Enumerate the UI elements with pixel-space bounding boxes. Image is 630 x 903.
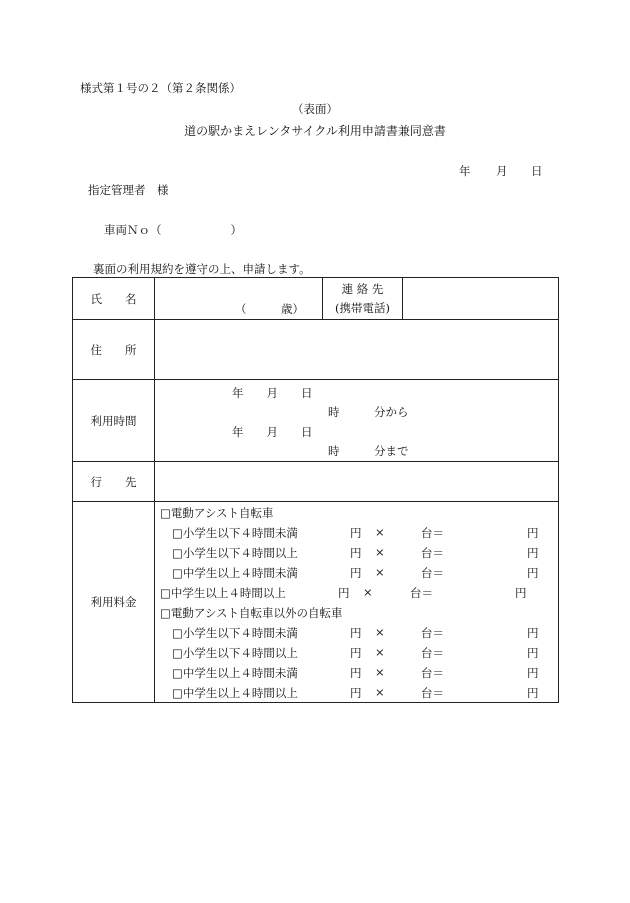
contact-label-line-2: (携帯電話) bbox=[335, 301, 390, 315]
fee-item-times: × bbox=[375, 625, 385, 639]
fee-item-units: 台＝ bbox=[421, 546, 444, 560]
end-time-text: 時 分まで bbox=[328, 444, 409, 458]
fee-item-units: 台＝ bbox=[421, 686, 444, 700]
fee-item-label[interactable]: □中学生以上４時間未満 bbox=[172, 666, 298, 680]
fee-item-label[interactable]: □小学生以下４時間以上 bbox=[172, 546, 298, 560]
fee-item-units: 台＝ bbox=[410, 586, 433, 600]
fee-item-times: × bbox=[375, 645, 385, 659]
contact-label bbox=[323, 278, 403, 320]
fee-item-label[interactable]: □中学生以上４時間以上 bbox=[172, 686, 298, 700]
fee-item-times: × bbox=[375, 665, 385, 679]
fee-item-times: × bbox=[363, 585, 373, 599]
end-date-text: 年 月 日 bbox=[232, 425, 313, 439]
fee-item-label[interactable]: □小学生以下４時間以上 bbox=[172, 646, 298, 660]
contact-label-line-1: 連 絡 先 bbox=[341, 282, 384, 296]
name-row bbox=[73, 278, 559, 320]
name-label: 氏 名 bbox=[73, 278, 155, 320]
contact-field[interactable] bbox=[403, 278, 559, 320]
fee-group-heading[interactable]: □中学生以上４時間以上 bbox=[160, 586, 286, 600]
fee-item-total: 円 bbox=[527, 666, 539, 680]
fee-item-units: 台＝ bbox=[421, 526, 444, 540]
fee-item-yen: 円 bbox=[350, 686, 362, 700]
side-label: （表面） bbox=[292, 102, 338, 116]
fee-item-yen: 円 bbox=[350, 566, 362, 580]
fee-item-yen: 円 bbox=[338, 586, 350, 600]
fee-item-yen: 円 bbox=[350, 666, 362, 680]
address-field[interactable] bbox=[155, 320, 559, 380]
fee-group-heading[interactable]: □電動アシスト自転車以外の自転車 bbox=[160, 606, 343, 620]
form-number: 様式第１号の２（第２条関係） bbox=[80, 81, 241, 95]
fee-item-total: 円 bbox=[527, 526, 539, 540]
fee-item-total: 円 bbox=[527, 546, 539, 560]
start-time-text: 時 分から bbox=[328, 405, 409, 419]
fee-item-yen: 円 bbox=[350, 526, 362, 540]
destination-label: 行 先 bbox=[73, 462, 155, 502]
fee-item-units: 台＝ bbox=[421, 646, 444, 660]
usage-time-label: 利用時間 bbox=[73, 380, 155, 462]
document-title: 道の駅かまえレンタサイクル利用申請書兼同意書 bbox=[184, 124, 446, 138]
fee-item-label[interactable]: □中学生以上４時間未満 bbox=[172, 566, 298, 580]
fee-field bbox=[155, 502, 559, 703]
age-text: （ 歳） bbox=[235, 302, 304, 316]
destination-field[interactable] bbox=[155, 462, 559, 502]
fee-item-total: 円 bbox=[527, 646, 539, 660]
fee-row bbox=[73, 502, 559, 703]
application-form-table bbox=[72, 277, 559, 703]
fee-item-times: × bbox=[375, 545, 385, 559]
fee-item-yen: 円 bbox=[350, 646, 362, 660]
address-row bbox=[73, 320, 559, 380]
usage-time-row bbox=[73, 380, 559, 462]
usage-time-field[interactable] bbox=[155, 380, 559, 462]
vehicle-number: 車両Ｎｏ（ ） bbox=[104, 223, 242, 237]
date-year: 年 bbox=[459, 164, 471, 178]
name-field[interactable] bbox=[155, 278, 323, 320]
date-day: 日 bbox=[531, 164, 543, 178]
fee-group-heading[interactable]: □電動アシスト自転車 bbox=[160, 506, 274, 520]
destination-row bbox=[73, 462, 559, 502]
fee-item-total: 円 bbox=[515, 586, 527, 600]
start-date-text: 年 月 日 bbox=[232, 386, 313, 400]
fee-label: 利用料金 bbox=[73, 502, 155, 703]
fee-item-label[interactable]: □小学生以下４時間未満 bbox=[172, 526, 298, 540]
fee-item-units: 台＝ bbox=[421, 566, 444, 580]
fee-item-units: 台＝ bbox=[421, 626, 444, 640]
date-month: 月 bbox=[496, 164, 508, 178]
intro-statement: 裏面の利用規約を遵守の上、申請します。 bbox=[93, 262, 311, 276]
fee-item-total: 円 bbox=[527, 686, 539, 700]
address-label: 住 所 bbox=[73, 320, 155, 380]
fee-item-times: × bbox=[375, 525, 385, 539]
fee-item-yen: 円 bbox=[350, 546, 362, 560]
fee-item-units: 台＝ bbox=[421, 666, 444, 680]
addressee: 指定管理者 様 bbox=[88, 183, 169, 197]
fee-item-yen: 円 bbox=[350, 626, 362, 640]
fee-item-times: × bbox=[375, 685, 385, 699]
fee-item-total: 円 bbox=[527, 566, 539, 580]
fee-item-times: × bbox=[375, 565, 385, 579]
fee-item-label[interactable]: □小学生以下４時間未満 bbox=[172, 626, 298, 640]
fee-item-total: 円 bbox=[527, 626, 539, 640]
